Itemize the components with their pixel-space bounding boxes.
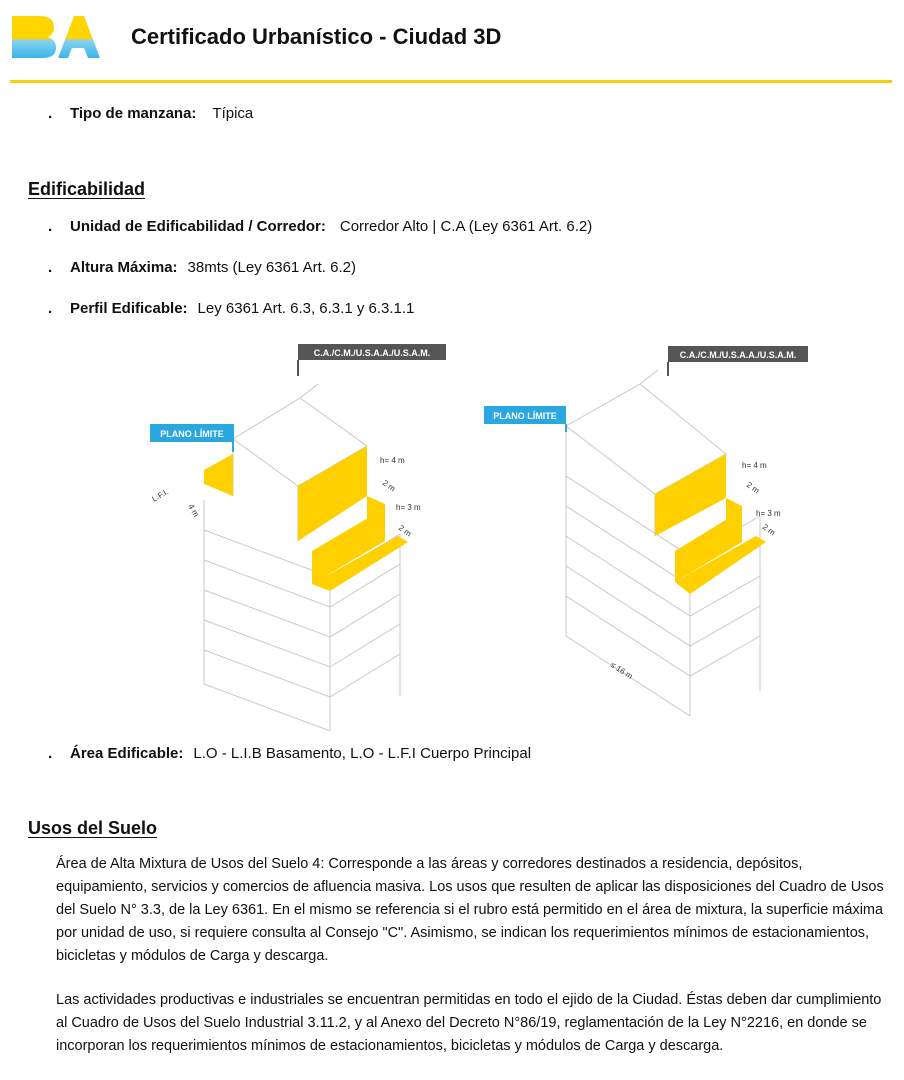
bullet-dot: . — [48, 745, 53, 762]
bullet-dot: . — [48, 300, 53, 317]
bullet-dot: . — [48, 105, 53, 122]
bullet-dot: . — [48, 259, 53, 276]
header-divider — [10, 80, 892, 83]
dim-label: 2 m — [380, 478, 397, 494]
dim-label: 4 m — [186, 502, 201, 519]
dim-label: ≤ 16 m — [608, 660, 635, 681]
perfil-row — [48, 300, 414, 317]
area-edificable-row — [48, 745, 531, 762]
dim-label: h= 4 m — [742, 461, 767, 470]
tipo-manzana-row — [48, 105, 253, 122]
usos-paragraph-1: Área de Alta Mixtura de Usos del Suelo 4: Corresponde a las áreas y corredores destinados a residencia, depósitos, equipamiento, servicios y comercios de afluencia masiva. Los usos que resulten de aplicar las disposiciones del Cuadro de Usos del Suelo N° 3.3, de la Ley 6361. En el mismo se referencia si el rubro está permitido en el área de mixtura, la superficie máxima por unidad de uso, si requiere consulta al Consejo "C". Asimismo, se indican los requerimientos mínimos de estacionamientos, bicicletas y módulos de Carga y descarga. — [56, 856, 884, 964]
dim-label: h= 3 m — [756, 509, 781, 518]
ba-logo — [10, 12, 102, 60]
dim-label: L.F.I. — [150, 487, 171, 504]
limit-tag-label: PLANO LÍMITE — [160, 429, 224, 439]
area-edificable-label: Área Edificable: — [70, 745, 184, 762]
dim-label: 2 m — [396, 523, 413, 539]
dim-label: h= 3 m — [396, 503, 421, 512]
top-tag-label: C.A./C.M./U.S.A.A./U.S.A.M. — [679, 350, 797, 360]
perfil-diagram-right — [480, 336, 810, 726]
page-header — [0, 0, 904, 84]
unidad-label: Unidad de Edificabilidad / Corredor: — [70, 218, 326, 235]
usos-heading: Usos del Suelo — [28, 818, 158, 838]
page-title: Certificado Urbanístico - Ciudad 3D — [131, 24, 502, 49]
svg-text:BA: BA — [10, 12, 12, 13]
altura-row — [48, 259, 356, 276]
top-tag-label: C.A./C.M./U.S.A.A./U.S.A.M. — [313, 348, 431, 358]
unidad-value: Corredor Alto | C.A (Ley 6361 Art. 6.2) — [339, 218, 593, 235]
perfil-value: Ley 6361 Art. 6.3, 6.3.1 y 6.3.1.1 — [197, 300, 415, 317]
bullet-dot: . — [48, 218, 53, 235]
unidad-row — [48, 218, 592, 235]
altura-label: Altura Máxima: — [70, 259, 178, 276]
altura-value: 38mts (Ley 6361 Art. 6.2) — [187, 259, 356, 276]
tipo-manzana-label: Tipo de manzana: — [70, 105, 197, 122]
tipo-manzana-value: Típica — [212, 105, 254, 122]
perfil-label: Perfil Edificable: — [70, 300, 188, 317]
limit-tag-label: PLANO LÍMITE — [493, 411, 557, 421]
dim-label: 2 m — [744, 480, 761, 496]
area-edificable-value: L.O - L.I.B Basamento, L.O - L.F.I Cuerpo Principal — [193, 745, 532, 762]
dim-label: h= 4 m — [380, 456, 405, 465]
dim-label: 2 m — [760, 522, 777, 538]
perfil-diagram-left — [140, 336, 460, 731]
edificabilidad-heading: Edificabilidad — [28, 179, 146, 199]
usos-paragraph-2: Las actividades productivas e industriales se encuentran permitidas en todo el ejido de la Ciudad. Éstas deben dar cumplimiento al Cuadro de Usos del Suelo Industrial 3.11.2, y al Anexo del Decreto N°86/19, reglamentación de la Ley N°2216, en donde se incorporan los requerimientos mínimos de estacionamientos, bicicletas y módulos de Carga y descarga. — [56, 992, 882, 1054]
